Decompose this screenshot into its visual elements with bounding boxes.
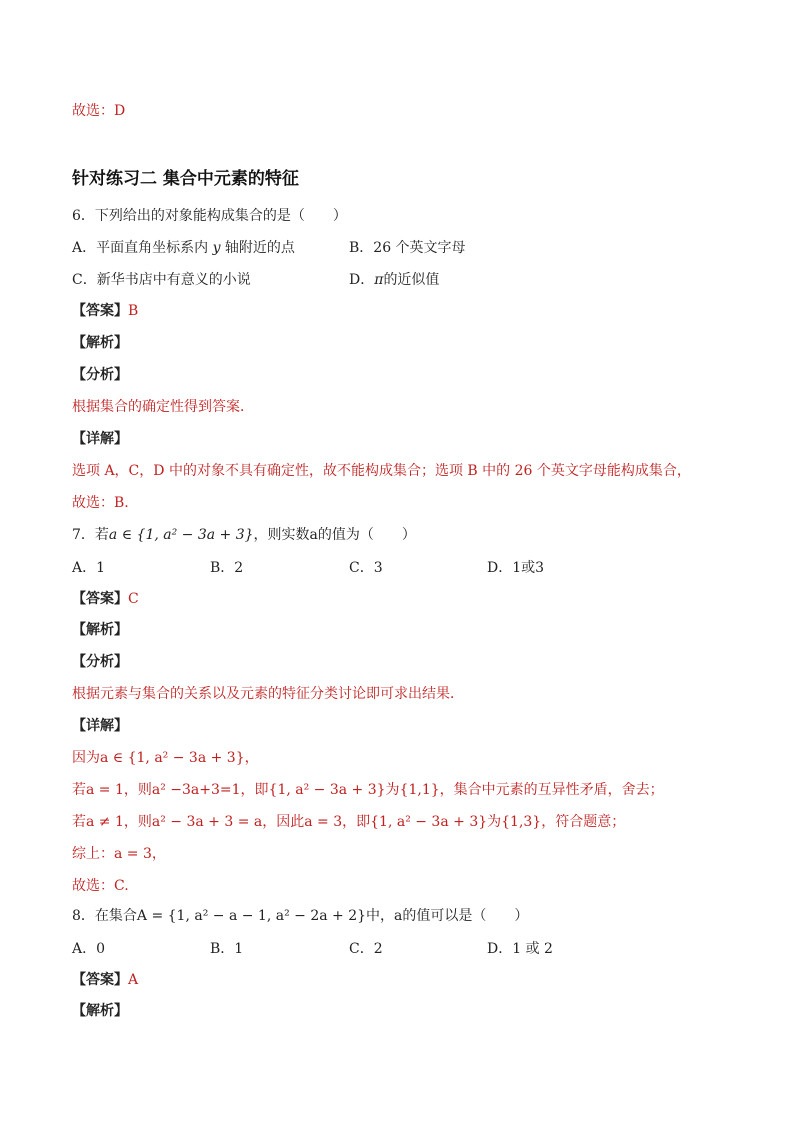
q6-option-d (349, 271, 439, 289)
q6-answer-tag: 【答案】 (72, 303, 128, 319)
q8-analysis-tag: 【解析】 (72, 1003, 128, 1019)
q6-answer (72, 302, 138, 320)
q7-stem-math: a ∈ {1, a² − 3a + 3} (108, 527, 254, 543)
q7-detail-line-1: 因为a ∈ {1, a² − 3a + 3}， (72, 750, 259, 766)
q8-stem: 8．在集合A = {1, a² − a − 1, a² − 2a + 2}中，a的值可以是（ ） (72, 908, 529, 924)
q7-option-d: D．1或3 (487, 560, 545, 576)
q7-option-c: C．3 (349, 560, 383, 576)
q7-conclusion: 故选：C. (72, 878, 129, 894)
q8-option-c: C．2 (349, 941, 383, 957)
q8-option-a: A．0 (72, 941, 106, 957)
q7-answer-tag: 【答案】 (72, 591, 128, 607)
q7-stem (72, 526, 416, 544)
q7-answer-value: C (128, 591, 139, 607)
q7-fenxi-tag: 【分析】 (72, 654, 128, 670)
q6-option-a-pre: A．平面直角坐标系内 (72, 240, 213, 256)
previous-conclusion: 故选：D (72, 103, 126, 119)
q7-answer (72, 590, 139, 608)
q7-stem-post: ，则实数a的值为（ ） (253, 527, 416, 543)
q7-detail-line-4: 综上：a = 3， (72, 846, 166, 862)
q6-option-d-var: π (374, 272, 384, 288)
q7-analysis-tag: 【解析】 (72, 622, 128, 638)
q6-option-a-post: 轴附近的点 (220, 240, 295, 256)
q6-option-d-pre: D． (349, 272, 375, 288)
q8-option-b: B．1 (210, 941, 244, 957)
q7-fenxi-text: 根据元素与集合的关系以及元素的特征分类讨论即可求出结果． (72, 686, 464, 702)
q6-detail-tag: 【详解】 (72, 431, 128, 447)
q6-option-c: C．新华书店中有意义的小说 (72, 272, 251, 288)
q7-option-a: A．1 (72, 560, 106, 576)
q7-detail-tag: 【详解】 (72, 718, 128, 734)
q6-detail-text: 选项 A，C，D 中的对象不具有确定性，故不能构成集合；选项 B 中的 26 个英文字母能构成集合， (72, 463, 691, 479)
q6-fenxi-text: 根据集合的确定性得到答案． (72, 399, 254, 415)
q8-answer-tag: 【答案】 (72, 972, 128, 988)
q8-answer-value: A (128, 972, 139, 988)
q7-detail-line-2: 若a = 1，则a² −3a+3=1，即{1, a² − 3a + 3}为{1,1}，集合中元素的互异性矛盾，舍去； (72, 782, 664, 798)
q6-option-d-post: 的近似值 (383, 272, 440, 288)
section-title: 针对练习二 集合中元素的特征 (72, 169, 299, 189)
q8-option-d: D．1 或 2 (487, 941, 553, 957)
q6-option-a-var: y (212, 240, 221, 256)
q7-detail-line-3: 若a ≠ 1，则a² − 3a + 3 = a，因此a = 3，即{1, a² − 3a + 3}为{1,3}，符合题意； (72, 814, 626, 830)
q6-analysis-tag: 【解析】 (72, 335, 128, 351)
q6-option-a (72, 239, 295, 257)
q8-answer (72, 971, 138, 989)
q6-answer-value: B (128, 303, 139, 319)
q7-option-b: B．2 (210, 560, 244, 576)
q6-fenxi-tag: 【分析】 (72, 367, 128, 383)
q6-conclusion: 故选：B. (72, 495, 129, 511)
q6-stem: 6．下列给出的对象能构成集合的是（ ） (72, 208, 347, 224)
q7-stem-pre: 7．若 (72, 527, 109, 543)
q6-option-b: B．26 个英文字母 (349, 240, 466, 256)
